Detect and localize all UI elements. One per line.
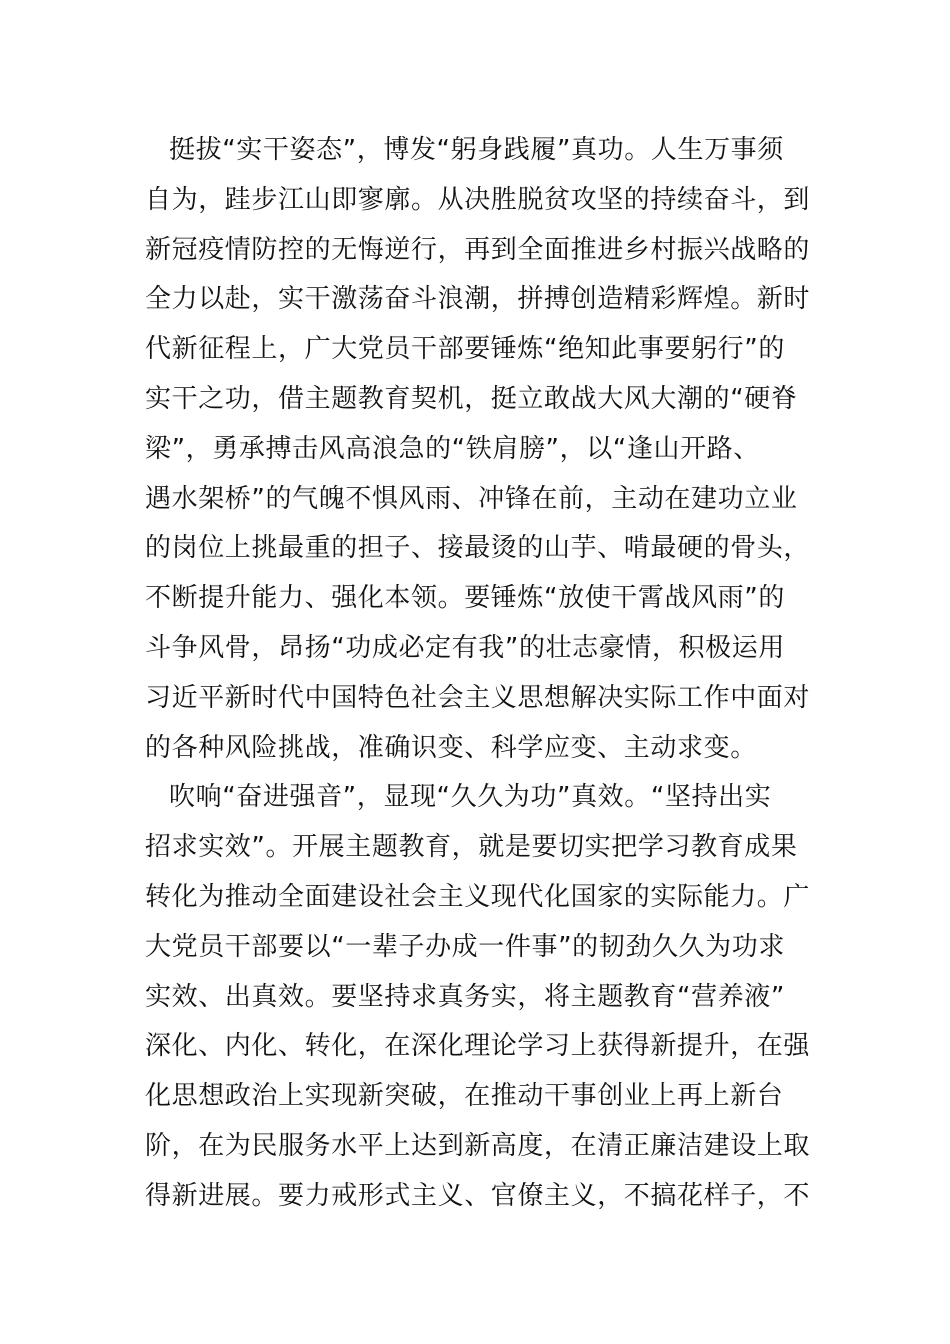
text-line: 实效、出真效。要坚持求真务实，将主题教育“营养液” — [145, 981, 785, 1012]
text-line: 实干之功，借主题教育契机，挺立敢战大风大潮的“硬脊 — [145, 383, 798, 414]
text-line: 转化为推动全面建设社会主义现代化国家的实际能力。广 — [145, 881, 811, 912]
text-line: 全力以赴，实干激荡奋斗浪潮，拼搏创造精彩辉煌。新时 — [145, 284, 811, 315]
text-line: 吹响“奋进强音”，显现“久久为功”真效。“坚持出实 — [169, 782, 772, 813]
text-line: 大党员干部要以“一辈子办成一件事”的韧劲久久为功求 — [145, 931, 785, 962]
text-line: 得新进展。要力戒形式主义、官僚主义，不搞花样子，不 — [145, 1180, 811, 1211]
text-line: 招求实效”。开展主题教育，就是要切实把学习教育成果 — [145, 832, 798, 863]
text-line: 自为，跬步江山即寥廓。从决胜脱贫攻坚的持续奋斗，到 — [145, 184, 811, 215]
paragraph-2 — [145, 773, 815, 1221]
text-line: 的各种风险挑战，准确识变、科学应变、主动求变。 — [145, 732, 757, 763]
text-line: 代新征程上，广大党员干部要锤炼“绝知此事要躬行”的 — [145, 334, 785, 365]
text-line: 深化、内化、转化，在深化理论学习上获得新提升，在强 — [145, 1031, 811, 1062]
text-line: 新冠疫情防控的无悔逆行，再到全面推进乡村振兴战略的 — [145, 234, 811, 265]
paragraph-1 — [145, 126, 815, 773]
text-line: 遇水架桥”的气魄不惧风雨、冲锋在前，主动在建功立业 — [145, 483, 798, 514]
text-line: 的岗位上挑最重的担子、接最烫的山芋、啃最硬的骨头， — [145, 533, 811, 564]
text-line: 斗争风骨，昂扬“功成必定有我”的壮志豪情，积极运用 — [145, 632, 785, 663]
text-line: 挺拔“实干姿态”，博发“躬身践履”真功。人生万事须 — [169, 135, 784, 165]
text-line: 不断提升能力、强化本领。要锤炼“放使干霄战风雨”的 — [145, 583, 785, 614]
text-line: 梁”，勇承搏击风高浪急的“铁肩膀”，以“逢山开路、 — [145, 433, 760, 464]
text-line: 习近平新时代中国特色社会主义思想解决实际工作中面对 — [145, 682, 811, 713]
text-line: 阶，在为民服务水平上达到新高度，在清正廉洁建设上取 — [145, 1130, 811, 1161]
body-text — [145, 126, 815, 1222]
text-line: 化思想政治上实现新突破，在推动干事创业上再上新台 — [145, 1081, 784, 1112]
